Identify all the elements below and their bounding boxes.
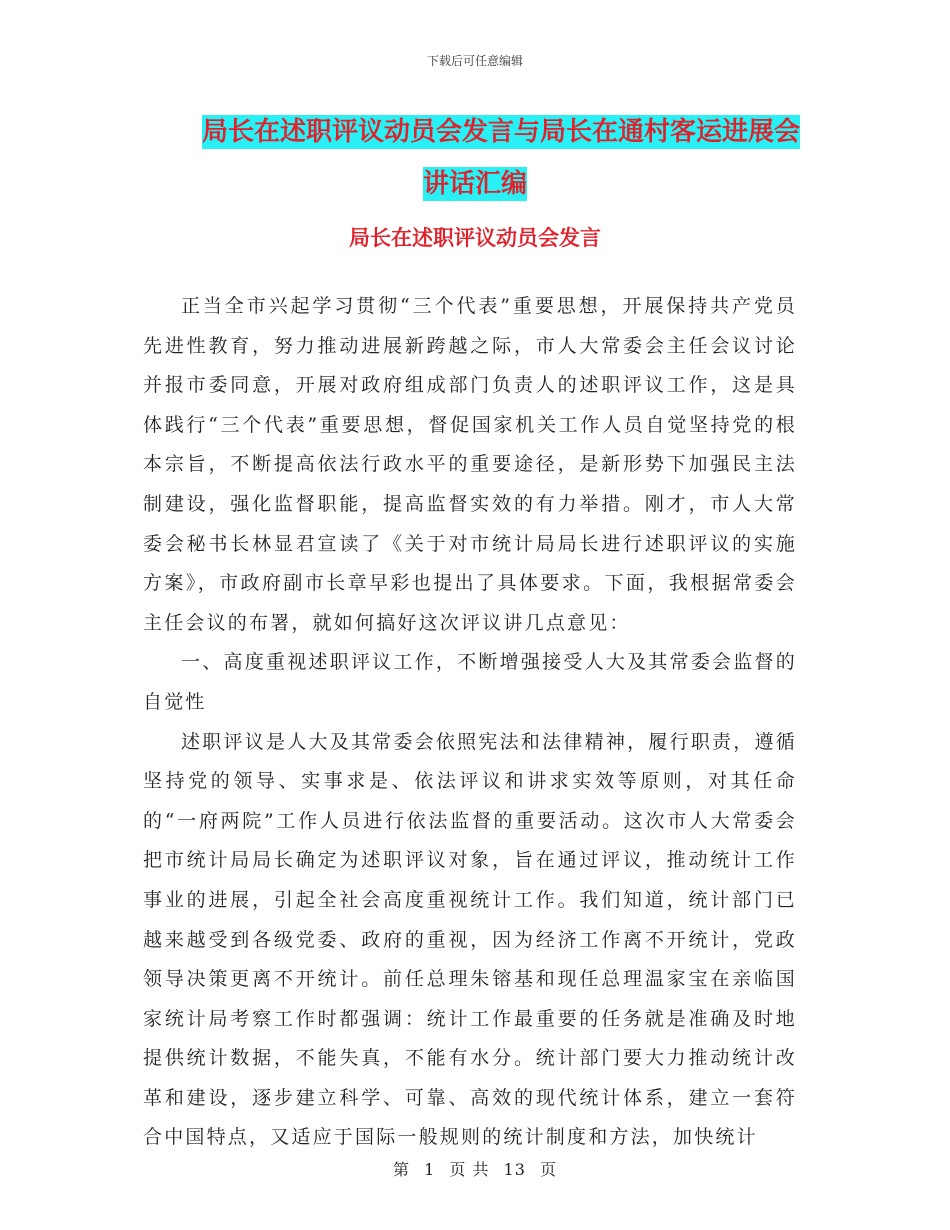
title-line-2: 讲话汇编 [422,169,527,199]
page-label-suffix: 页 [540,1160,558,1179]
page-footer [0,1157,950,1180]
page-header-note: 下载后可任意编辑 [426,54,523,68]
document-title [0,110,950,206]
total-pages: 13 [503,1160,526,1179]
section-title: 局长在述职评议动员会发言 [349,226,601,250]
paragraph-review: 述职评议是人大及其常委会依照宪法和法律精神，履行职责，遵循坚持党的领导、实事求是、依法评议和讲求实效等原则，对其任命的“一府两院”工作人员进行依法监督的重要活动。这次市人大常委会把市统计局局长确定为述职评议对象，旨在通过评议，推动统计工作事业的进展，引起全社会高度重视统计工作。我们知道，统计部门已越来越受到各级党委、政府的重视，因为经济工作离不开统计，党政领导决策更离不开统计。前任总理朱镕基和现任总理温家宝在亲临国家统计局考察工作时都强调：统计工作最重要的任务就是准确及时地提供统计数据，不能失真，不能有水分。统计部门要大力推动统计改革和建设，逐步建立科学、可靠、高效的现代统计体系，建立一套符合中国特点，又适应于国际一般规则的统计制度和方法，加快统计 [143,730,797,1149]
title-line-1: 局长在述职评议动员会发言与局长在通村客运进展会 [201,117,800,147]
document-body [143,287,797,1158]
page-label-middle: 页 共 [449,1160,490,1179]
paragraph-heading-1: 一、高度重视述职评议工作，不断增强接受人大及其常委会监督的自觉性 [143,651,797,713]
page-number: 1 [424,1160,436,1179]
paragraph-intro: 正当全市兴起学习贯彻“三个代表”重要思想，开展保持共产党员先进性教育，努力推动进展新跨越之际，市人大常委会主任会议讨论并报市委同意，开展对政府组成部门负责人的述职评议工作，这是具体践行“三个代表”重要思想，督促国家机关工作人员自觉坚持党的根本宗旨，不断提高依法行政水平的重要途径，是新形势下加强民主法制建设，强化监督职能，提高监督实效的有力举措。刚才，市人大常委会秘书长林显君宣读了《关于对市统计局局长进行述职评议的实施方案》，市政府副市长章早彩也提出了具体要求。下面，我根据常委会主任会议的布署，就如何搞好这次评议讲几点意见： [143,295,797,634]
page-label-prefix: 第 [392,1160,410,1179]
